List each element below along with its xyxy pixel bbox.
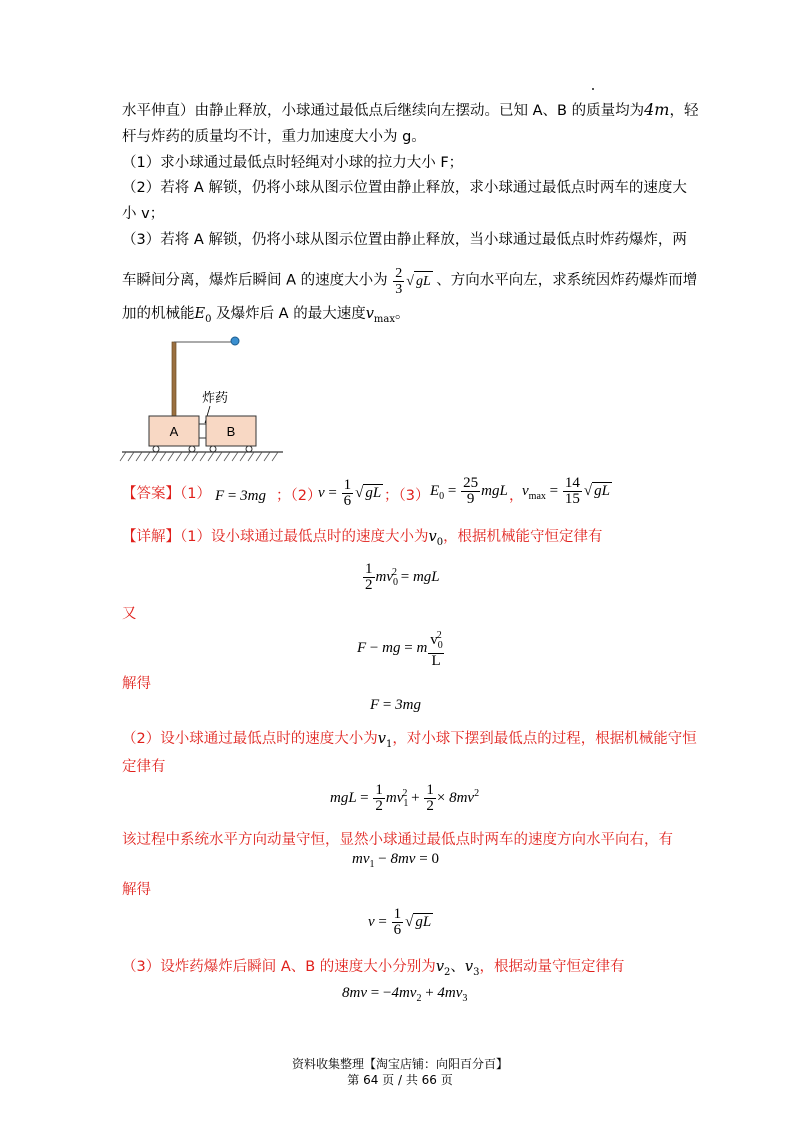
question-3-line-3-mid: 及爆炸后 A 的最大速度	[216, 306, 366, 322]
vertical-rod	[172, 342, 176, 416]
solution-step-3-tail: ，根据动量守恒定律有	[479, 959, 625, 975]
solution-step-3: （3）设炸药爆炸后瞬间 A、B 的速度大小分别为$v_2$、$v_3$，根据动量守恒定律有	[122, 959, 625, 978]
equation-energy-2: mgL = $\frac{1}{2}$ $mv_1^2$ + $\frac{1}{2}$ × $8mv^2$	[330, 782, 480, 814]
question-3-line-2-pre: 车瞬间分离，爆炸后瞬间 A 的速度大小为	[122, 272, 388, 289]
solution-step-2-line-1: （2）设小球通过最低点时的速度大小为$v_1$，对小球下摆到最低点的过程，根据机械能守恒	[122, 731, 697, 750]
wheel	[210, 446, 216, 452]
carts-figure	[118, 330, 293, 470]
answer-part-2: ；（2）	[276, 488, 322, 504]
solution-step-2-tail: ，对小球下摆到最低点的过程，根据机械能守恒	[392, 731, 697, 747]
wheel	[189, 446, 195, 452]
problem-line-1-text: 水平伸直）由静止释放，小球通过最低点后继续向左摆动。已知 A、B 的质量均为	[122, 103, 645, 119]
equation-momentum-1: $mv_1 - 8mv = 0$	[352, 851, 439, 870]
solution-step-2-line-2: 定律有	[122, 759, 166, 775]
solution-step-2-line-3: 该过程中系统水平方向动量守恒，显然小球通过最低点时两车的速度方向水平向右，有	[122, 832, 673, 848]
cart-A-label: A	[169, 424, 179, 439]
ball	[231, 337, 239, 345]
solution-step-2-text: （2）设小球通过最低点时的速度大小为	[122, 731, 378, 747]
equation-energy-1: $\frac{1}{2}$ $mv_0^2$ = mgL	[365, 561, 440, 593]
answer-line	[122, 484, 211, 504]
footer-page-number: 第 64 页 / 共 66 页	[347, 1073, 453, 1087]
solution-jiede-2: 解得	[122, 882, 151, 898]
wheel	[153, 446, 159, 452]
problem-line-1	[122, 100, 698, 121]
equation-momentum-2: $8mv = -4mv_2 + 4mv_3$	[342, 985, 468, 1004]
equation-v-result: v = $\frac{1}{6}$ √ gL	[368, 906, 432, 938]
answer-part-3: ；（3）	[384, 488, 430, 504]
ground-hatching	[120, 452, 278, 461]
question-3-line-1: （3）若将 A 解锁，仍将小球从图示位置由静止释放，当小球通过最低点时炸药爆炸，两	[122, 232, 687, 248]
answer-formula-vmax: $v_{max}$ = $\frac{14}{15}$ √ gL	[522, 475, 610, 507]
answer-tag: 【答案】	[122, 486, 180, 502]
solution-step-1: 【详解】（1）设小球通过最低点时的速度大小为$v_0$，根据机械能守恒定律有	[122, 529, 603, 548]
solution-tag: 【详解】	[122, 529, 180, 545]
solution-step-1-text: （1）设小球通过最低点时的速度大小为	[180, 529, 429, 545]
problem-line-1-tail: ，轻	[669, 103, 699, 119]
question-3-line-2-post: 、方向水平向左，求系统因炸药爆炸而增	[436, 272, 698, 289]
question-3-line-2	[122, 266, 697, 297]
problem-line-2: 杆与炸药的质量均不计，重力加速度大小为 g。	[122, 129, 426, 145]
question-1: （1）求小球通过最低点时轻绳对小球的拉力大小 F；	[122, 155, 464, 171]
answer-formula-v: v = $\frac{1}{6}$ √ gL	[318, 477, 382, 509]
footer-source: 资料收集整理【淘宝店铺：向阳百分百】	[291, 1057, 508, 1071]
answer-part-1: （1）	[180, 486, 211, 502]
answer-formula-E0: $E_0$ = $\frac{25}{9}$ mgL	[430, 475, 508, 507]
answer-separator: ，	[509, 488, 524, 504]
question-2-line-2: 小 v；	[122, 206, 165, 222]
solution-you: 又	[122, 606, 137, 622]
explosive-label: 炸药	[202, 390, 229, 405]
formula-2-3-sqrt-gL: $\frac{2}{3}$ √ gL	[395, 266, 431, 297]
equation-force: F − mg = m $\frac{v_0^2}{L}$	[357, 630, 443, 669]
question-2-line-1: （2）若将 A 解锁，仍将小球从图示位置由静止释放，求小球通过最低点时两车的速度大	[122, 180, 687, 196]
question-3-line-3-pre: 加的机械能	[122, 306, 195, 322]
equation-F-result: F = 3mg	[370, 697, 421, 713]
answer-formula-F: F = 3mg	[215, 488, 266, 504]
question-3-line-3-end: 。	[395, 306, 410, 322]
scan-dot	[592, 88, 594, 90]
mass-4m: 4m	[644, 100, 670, 119]
solution-step-1-tail: ，根据机械能守恒定律有	[443, 529, 603, 545]
question-3-line-3: 加的机械能$E_0$ 及爆炸后 A 的最大速度$v_{max}$。	[122, 306, 410, 325]
explosive-block	[199, 424, 206, 438]
wheel	[246, 446, 252, 452]
solution-step-3-text: （3）设炸药爆炸后瞬间 A、B 的速度大小分别为	[122, 959, 436, 975]
cart-B-label: B	[226, 424, 236, 439]
solution-jiede-1: 解得	[122, 676, 151, 692]
